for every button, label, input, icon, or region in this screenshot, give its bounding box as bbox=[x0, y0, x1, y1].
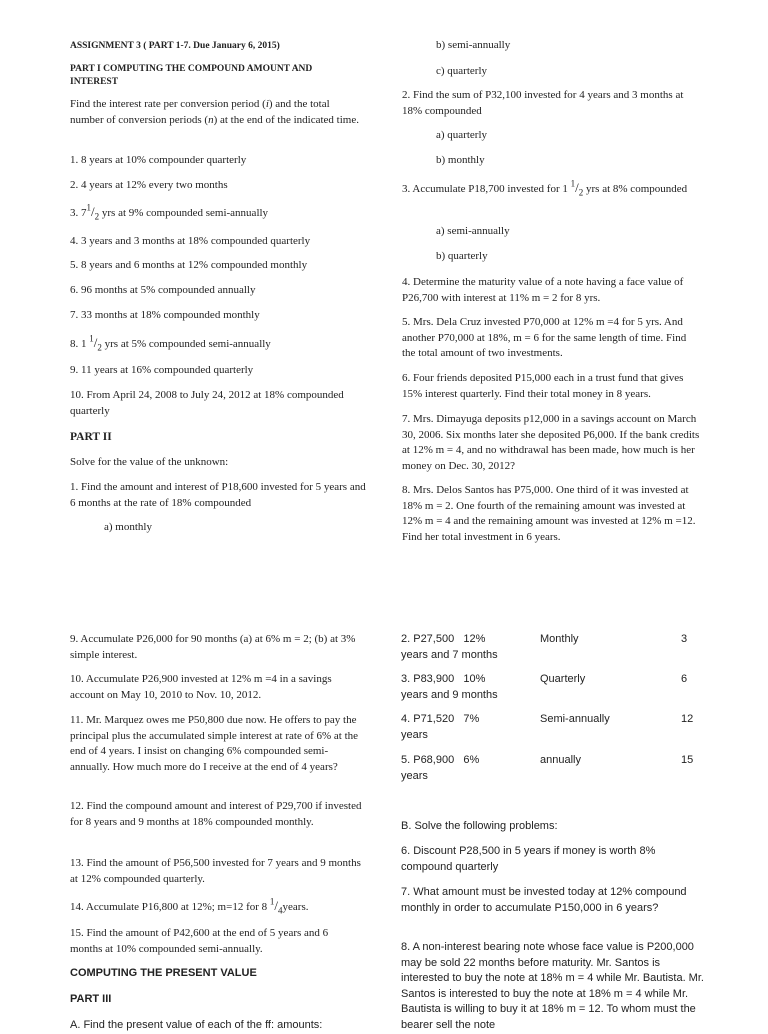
part2-q10: 10. Accumulate P26,900 invested at 12% m =4 in a savings account on May 10, 2010 to Nov. 10, 2012. bbox=[70, 673, 332, 701]
part3-instructions: A. Find the present value of each of the ff: amounts: bbox=[70, 1019, 323, 1031]
part2-q7: 7. Mrs. Dimayuga deposits p12,000 in a savings account on March 30, 2006. Six months later she deposited P6,000. If the bank credits at 12% m = 4, and no withdrawal has been made, how much is her money on Dec. 30, 2012? bbox=[402, 413, 700, 472]
table-row-amount: 4. P71,520 7% years bbox=[401, 713, 480, 741]
part1-item-9: 9. 11 years at 16% compounded quarterly bbox=[70, 364, 254, 376]
part2-q8: 8. Mrs. Delos Santos has P75,000. One third of it was invested at 18% m = 2. One fourth of the remaining amount was invested at 12% m = 4 and the remaining amount was invested at 12% m =12. Find her total investment in 6 years. bbox=[402, 484, 696, 543]
table-row-amount: 5. P68,900 6% years bbox=[401, 754, 480, 782]
part2-q11: 11. Mr. Marquez owes me P50,800 due now. He offers to pay the principal plus the accumulated simple interest at rate of 6% at the end of 4 years. I insist on changing 6% compounded semi-annually. How much more do I receive at the end of 4 years? bbox=[70, 714, 359, 773]
partB-q8: 8. A non-interest bearing note whose face value is P200,000 may be sold 22 months before maturity. Mr. Santos is interested to buy the note at 18% m = 4 while Mr. Bautista. Mr. Santos is interested to buy the note at 18% m = 4 while Mr. Bautista is willing to buy it at 18% m = 12. To whom must the bearer sell the note bbox=[401, 941, 704, 1031]
partB-q6: 6. Discount P28,500 in 5 years if money is worth 8% compound quarterly bbox=[401, 845, 656, 873]
part2-q3-a: a) semi-annually bbox=[436, 225, 510, 237]
table-row-freq: Quarterly bbox=[540, 673, 586, 685]
part1-item-2: 2. 4 years at 12% every two months bbox=[70, 179, 228, 191]
table-row-amount: 2. P27,500 12% years and 7 months bbox=[401, 633, 498, 661]
part2-q1-a: a) monthly bbox=[104, 521, 152, 533]
part2-q13: 13. Find the amount of P56,500 invested for 7 years and 9 months at 12% compounded quarterly. bbox=[70, 857, 361, 885]
partB-title: B. Solve the following problems: bbox=[401, 820, 558, 832]
part1-item-8: 8. 1 $^1/_2$ yrs at 5% compounded semi-annually bbox=[70, 333, 271, 353]
part1-item-6: 6. 96 months at 5% compounded annually bbox=[70, 284, 256, 296]
part2-q3: 3. Accumulate P18,700 invested for 1 $^1/_2$ yrs at 8% compounded bbox=[402, 178, 688, 198]
table-row-n: 12 bbox=[681, 713, 694, 725]
part2-q1: 1. Find the amount and interest of P18,600 invested for 5 years and 6 months at the rate of 18% compounded bbox=[70, 481, 366, 509]
part3-section-title: COMPUTING THE PRESENT VALUE bbox=[70, 967, 257, 979]
table-row-n: 6 bbox=[681, 673, 688, 685]
table-row-freq: annually bbox=[540, 754, 581, 766]
part1-item-3: 3. $7^1/_2$ yrs at 9% compounded semi-annually bbox=[70, 202, 269, 222]
part2-q1-c: c) quarterly bbox=[436, 65, 487, 77]
part2-q15: 15. Find the amount of P42,600 at the end of 5 years and 6 months at 10% compounded semi-annually. bbox=[70, 927, 329, 955]
part2-q9: 9. Accumulate P26,000 for 90 months (a) at 6% m = 2; (b) at 3% simple interest. bbox=[70, 633, 356, 661]
part2-q3-b: b) quarterly bbox=[436, 250, 488, 262]
assignment-title: ASSIGNMENT 3 ( PART 1-7. Due January 6, 2015) bbox=[70, 41, 280, 51]
part2-q6: 6. Four friends deposited P15,000 each in a trust fund that gives 15% interest quarterly. Find their total money in 8 years. bbox=[402, 372, 684, 400]
part1-item-10: 10. From April 24, 2008 to July 24, 2012 at 18% compounded quarterly bbox=[70, 389, 344, 417]
part2-q2-a: a) quarterly bbox=[436, 129, 487, 141]
part2-title: PART II bbox=[70, 431, 112, 443]
part1-instructions: Find the interest rate per conversion period (i) and the total number of conversion periods (n) at the end of the indicated time. bbox=[70, 98, 359, 126]
part3-title: PART III bbox=[70, 993, 112, 1005]
part1-item-4: 4. 3 years and 3 months at 18% compounded quarterly bbox=[70, 235, 311, 247]
part2-q1-b: b) semi-annually bbox=[436, 39, 511, 51]
part1-item-5: 5. 8 years and 6 months at 12% compounded monthly bbox=[70, 259, 308, 271]
part2-q4: 4. Determine the maturity value of a note having a face value of P26,700 with interest at 11% m = 2 for 8 yrs. bbox=[402, 276, 684, 304]
partB-q7: 7. What amount must be invested today at 12% compound monthly in order to accumulate P150,000 in 6 years? bbox=[401, 886, 687, 914]
table-row-n: 3 bbox=[681, 633, 688, 645]
part2-q5: 5. Mrs. Dela Cruz invested P70,000 at 12% m =4 for 5 yrs. And another P70,000 at 18%, m = 6 for the same length of time. Find the total amount of two investments. bbox=[402, 316, 687, 359]
part1-title: PART I COMPUTING THE COMPOUND AMOUNT AND INTEREST bbox=[70, 64, 313, 87]
table-row-freq: Semi-annually bbox=[540, 713, 610, 725]
table-row-amount: 3. P83,900 10% years and 9 months bbox=[401, 673, 498, 701]
part2-q14: 14. Accumulate P16,800 at 12%; m=12 for 8 $^1/_4years$. bbox=[70, 896, 309, 916]
part1-item-1: 1. 8 years at 10% compounder quarterly bbox=[70, 154, 247, 166]
table-row-n: 15 bbox=[681, 754, 694, 766]
part2-q2: 2. Find the sum of P32,100 invested for 4 years and 3 months at 18% compounded bbox=[402, 89, 684, 117]
part1-item-7: 7. 33 months at 18% compounded monthly bbox=[70, 309, 260, 321]
table-row-freq: Monthly bbox=[540, 633, 579, 645]
part2-q2-b: b) monthly bbox=[436, 154, 485, 166]
part2-instructions: Solve for the value of the unknown: bbox=[70, 456, 229, 468]
part2-q12: 12. Find the compound amount and interest of P29,700 if invested for 8 years and 9 months at 18% compounded monthly. bbox=[70, 800, 362, 828]
